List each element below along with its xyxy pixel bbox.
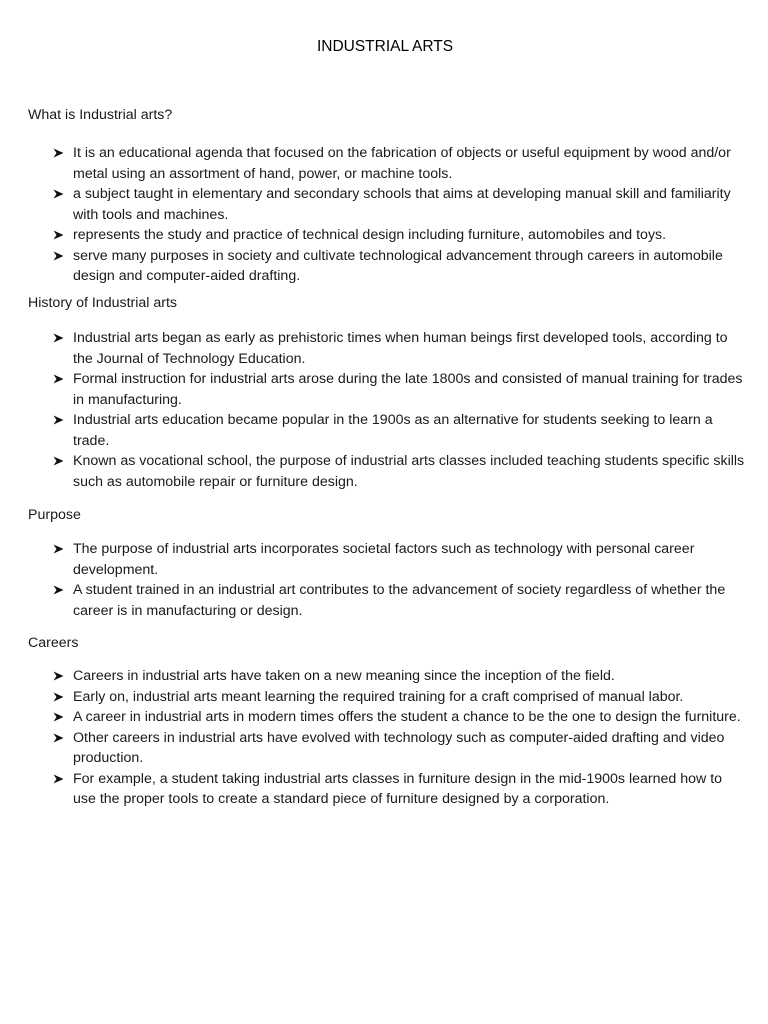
list-item-text: It is an educational agenda that focused on the fabrication of objects or useful equipment by wood and/or metal using an assortment of hand, power, or machine tools. [73,145,731,182]
list-item [28,246,748,287]
list-item [28,369,748,410]
list-item-text: A career in industrial arts in modern times offers the student a chance to be the one to design the furniture. [73,709,741,725]
list-item [28,539,748,580]
list-item-text: represents the study and practice of technical design including furniture, automobiles and toys. [73,227,667,243]
list-item-text: Known as vocational school, the purpose of industrial arts classes included teaching students specific skills such as automobile repair or furniture design. [73,453,745,490]
list-item-text: Industrial arts education became popular in the 1900s as an alternative for students seeking to learn a trade. [73,412,713,449]
section-heading: Careers [28,635,79,651]
list-item-text: Industrial arts began as early as prehistoric times when human beings first developed tools, according to the Journal of Technology Education. [73,330,728,367]
arrowhead-bullet-icon [52,770,64,788]
arrowhead-bullet-icon [52,185,64,203]
arrowhead-bullet-icon [52,452,64,470]
list-item [28,328,748,369]
arrowhead-bullet-icon [52,708,64,726]
list-item [28,225,748,246]
list-item [28,143,748,184]
list-item [28,728,748,769]
bullet-list [28,666,748,810]
arrowhead-bullet-icon [52,688,64,706]
list-item-text: For example, a student taking industrial arts classes in furniture design in the mid-1900s learned how to use the proper tools to create a standard piece of furniture designed by a corporation. [73,770,723,807]
bullet-list [28,539,748,621]
section-purpose [28,505,748,621]
list-item [28,666,748,687]
list-item [28,410,748,451]
list-item-text: Early on, industrial arts meant learning the required training for a craft comprised of manual labor. [73,688,684,705]
list-item-text: serve many purposes in society and cultivate technological advancement through careers in automobile design and computer-aided drafting. [73,247,723,284]
bullet-list [28,143,748,287]
list-item-text: Careers in industrial arts have taken on a new meaning since the inception of the field. [73,668,615,684]
arrowhead-bullet-icon [52,144,64,162]
list-item-text: Formal instruction for industrial arts arose during the late 1800s and consisted of manual training for trades in manufacturing. [73,371,743,408]
bullet-list [28,328,748,492]
arrowhead-bullet-icon [52,729,64,747]
list-item [28,451,748,492]
section-careers [28,633,748,810]
list-item [28,769,748,810]
list-item [28,184,748,225]
section-heading: Purpose [28,507,81,523]
section-what-is [28,105,748,287]
list-item-text: The purpose of industrial arts incorporates societal factors such as technology with personal career development. [73,541,695,578]
document-title: INDUSTRIAL ARTS [316,38,454,55]
arrowhead-bullet-icon [52,329,64,347]
list-item-text: Other careers in industrial arts have evolved with technology such as computer-aided drafting and video production. [73,729,725,766]
arrowhead-bullet-icon [52,247,64,265]
section-history [28,293,748,492]
arrowhead-bullet-icon [52,370,64,388]
arrowhead-bullet-icon [52,581,64,599]
list-item [28,687,748,708]
section-heading: History of Industrial arts [28,295,178,311]
arrowhead-bullet-icon [52,667,64,685]
list-item [28,707,748,728]
list-item-text: a subject taught in elementary and secondary schools that aims at developing manual skill and familiarity with tools and machines. [73,186,731,223]
arrowhead-bullet-icon [52,226,64,244]
list-item-text: A student trained in an industrial art contributes to the advancement of society regardless of whether the career is in manufacturing or design. [73,582,726,619]
list-item [28,580,748,621]
arrowhead-bullet-icon [52,411,64,429]
arrowhead-bullet-icon [52,540,64,558]
section-heading: What is Industrial arts? [28,107,173,123]
